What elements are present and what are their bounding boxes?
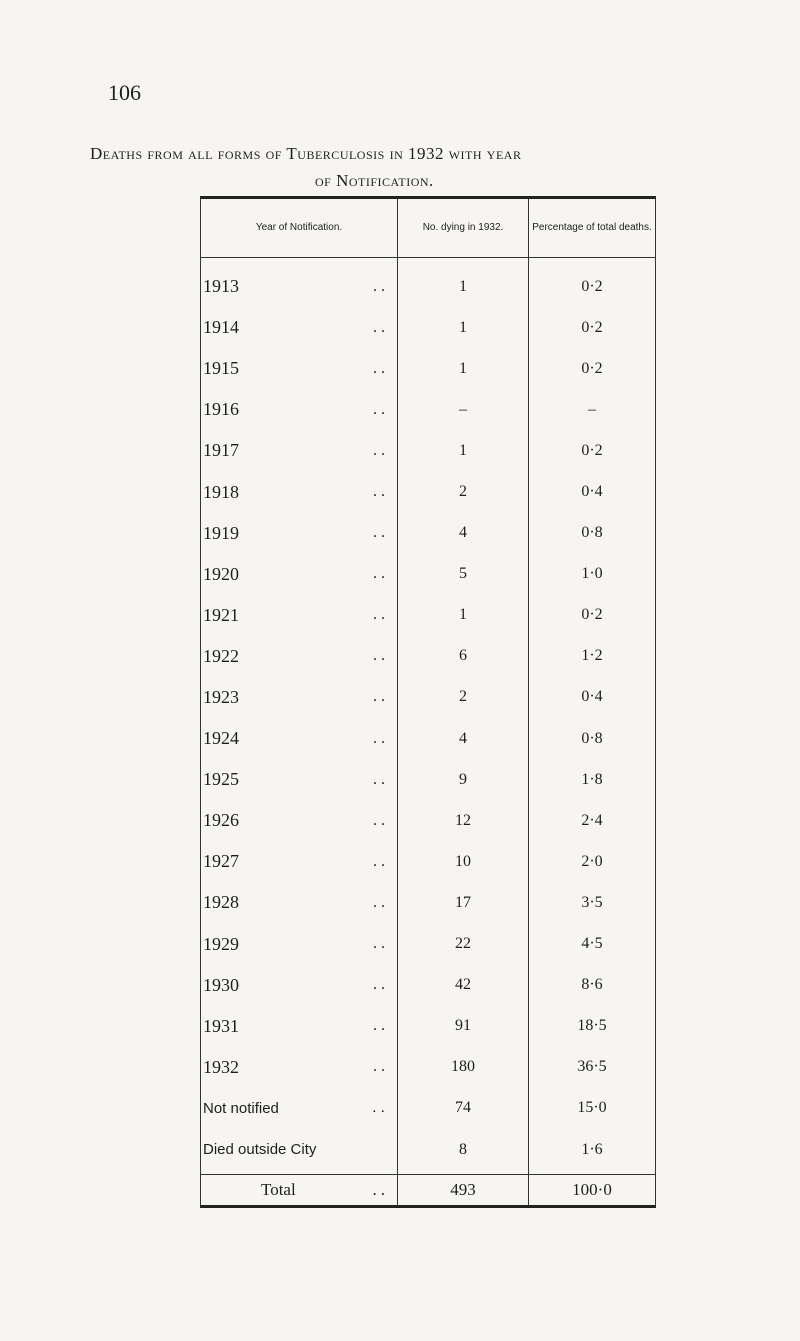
leader-dots: .. — [373, 647, 389, 665]
row-dying: 4 — [459, 524, 467, 542]
total-dots: .. — [372, 1180, 389, 1200]
total-dying: 493 — [397, 1175, 528, 1205]
leader-dots: .. — [373, 483, 389, 501]
row-year — [201, 841, 397, 882]
row-dying: 74 — [455, 1099, 471, 1117]
leader-dots: .. — [373, 729, 389, 747]
row-dying: 1 — [459, 606, 467, 624]
year-label: 1916 — [203, 399, 239, 420]
year-label: 1929 — [203, 933, 239, 954]
total-label: Total — [261, 1180, 296, 1200]
row-dying: 180 — [451, 1058, 475, 1076]
row-year — [201, 1006, 397, 1047]
row-percent: 0·8 — [581, 729, 603, 747]
row-dying: 2 — [459, 483, 467, 501]
year-label: 1921 — [203, 604, 239, 625]
year-label: 1918 — [203, 481, 239, 502]
leader-dots: .. — [373, 565, 389, 583]
total-label-cell — [201, 1175, 397, 1205]
row-dying: 1 — [459, 441, 467, 459]
title-line-2: of Notification. — [315, 171, 434, 190]
row-dying: 12 — [455, 811, 471, 829]
row-dying: 42 — [455, 976, 471, 994]
leader-dots: .. — [373, 277, 389, 295]
header-year: Year of Notification. — [255, 222, 343, 233]
leader-dots: .. — [373, 524, 389, 542]
row-percent: 2·0 — [581, 852, 603, 870]
row-percent: 0·2 — [581, 606, 603, 624]
row-percent: 0·4 — [581, 483, 603, 501]
tuberculosis-deaths-table — [200, 196, 656, 1208]
row-dying: 1 — [459, 318, 467, 336]
row-percent: 3·5 — [581, 893, 603, 911]
leader-dots: .. — [373, 976, 389, 994]
year-label: 1928 — [203, 892, 239, 913]
year-label: 1915 — [203, 358, 239, 379]
row-percent: 8·6 — [581, 976, 603, 994]
leader-dots: .. — [373, 770, 389, 788]
row-year — [201, 882, 397, 923]
leader-dots: .. — [373, 893, 389, 911]
total-row — [201, 1174, 655, 1205]
row-dying: 10 — [455, 852, 471, 870]
row-dying: 8 — [459, 1140, 467, 1158]
row-percent: 1·2 — [581, 647, 603, 665]
row-year — [201, 718, 397, 759]
year-label: 1924 — [203, 728, 239, 749]
header-percent: Percentage of total deaths. — [528, 199, 655, 257]
row-year — [201, 266, 397, 307]
year-label: 1913 — [203, 276, 239, 297]
row-dying: 1 — [459, 359, 467, 377]
table-title — [90, 140, 770, 194]
leader-dots: .. — [373, 688, 389, 706]
row-dying: 5 — [459, 565, 467, 583]
leader-dots: .. — [373, 935, 389, 953]
row-year — [201, 759, 397, 800]
row-percent: 0·2 — [581, 441, 603, 459]
row-percent: 2·4 — [581, 811, 603, 829]
row-year — [201, 800, 397, 841]
row-year — [201, 965, 397, 1006]
row-year — [201, 595, 397, 636]
row-year — [201, 636, 397, 677]
year-label: 1919 — [203, 522, 239, 543]
row-percent: 0·2 — [581, 277, 603, 295]
year-label: 1930 — [203, 974, 239, 995]
row-dying: 17 — [455, 893, 471, 911]
dying-column — [397, 258, 528, 1174]
row-percent: 0·8 — [581, 524, 603, 542]
row-dying: 9 — [459, 770, 467, 788]
year-label: 1925 — [203, 769, 239, 790]
row-percent: 4·5 — [581, 935, 603, 953]
row-dying: 4 — [459, 729, 467, 747]
year-label: 1926 — [203, 810, 239, 831]
year-label: Not notified — [203, 1099, 279, 1117]
row-dying: 2 — [459, 688, 467, 706]
row-year — [201, 924, 397, 965]
row-percent: 1·8 — [581, 770, 603, 788]
row-year — [201, 348, 397, 389]
table-body — [201, 258, 655, 1174]
row-percent: 0·2 — [581, 359, 603, 377]
row-percent: 18·5 — [577, 1017, 607, 1035]
row-percent: – — [588, 400, 596, 418]
table-header — [201, 199, 655, 258]
page-number: 106 — [108, 80, 141, 105]
year-label: 1923 — [203, 686, 239, 707]
leader-dots: .. — [373, 1058, 389, 1076]
row-year — [201, 677, 397, 718]
row-percent: 0·4 — [581, 688, 603, 706]
row-dying: 1 — [459, 277, 467, 295]
leader-dots: .. — [372, 1099, 389, 1117]
total-percent: 100·0 — [528, 1175, 655, 1205]
row-percent: 1·0 — [581, 565, 603, 583]
row-percent: 15·0 — [577, 1099, 607, 1117]
header-dying: No. dying in 1932. — [397, 199, 528, 257]
row-dying: 91 — [455, 1017, 471, 1035]
year-column — [201, 258, 397, 1174]
leader-dots: .. — [373, 318, 389, 336]
year-label: 1931 — [203, 1015, 239, 1036]
row-year — [201, 430, 397, 471]
title-line-1: Deaths from all forms of Tuberculosis in 1932 with year — [90, 144, 522, 163]
year-label: 1922 — [203, 645, 239, 666]
leader-dots: .. — [373, 359, 389, 377]
row-percent: 0·2 — [581, 318, 603, 336]
row-year — [201, 1047, 397, 1088]
year-label: 1917 — [203, 440, 239, 461]
year-label: 1914 — [203, 317, 239, 338]
year-label: 1920 — [203, 563, 239, 584]
row-dying: – — [459, 400, 467, 418]
row-dying: 6 — [459, 647, 467, 665]
percent-column — [528, 258, 655, 1174]
leader-dots: .. — [373, 1017, 389, 1035]
leader-dots: .. — [373, 811, 389, 829]
row-percent: 36·5 — [577, 1058, 607, 1076]
row-year — [201, 307, 397, 348]
row-year — [201, 1129, 397, 1170]
leader-dots: .. — [373, 852, 389, 870]
year-label: 1932 — [203, 1056, 239, 1077]
leader-dots: .. — [373, 400, 389, 418]
year-label: 1927 — [203, 851, 239, 872]
leader-dots: .. — [373, 441, 389, 459]
row-dying: 22 — [455, 935, 471, 953]
leader-dots: .. — [373, 606, 389, 624]
row-year — [201, 513, 397, 554]
row-year — [201, 1088, 397, 1129]
row-year — [201, 554, 397, 595]
row-year — [201, 471, 397, 512]
row-percent: 1·6 — [581, 1140, 603, 1158]
year-label: Died outside City — [203, 1141, 317, 1159]
row-year — [201, 389, 397, 430]
